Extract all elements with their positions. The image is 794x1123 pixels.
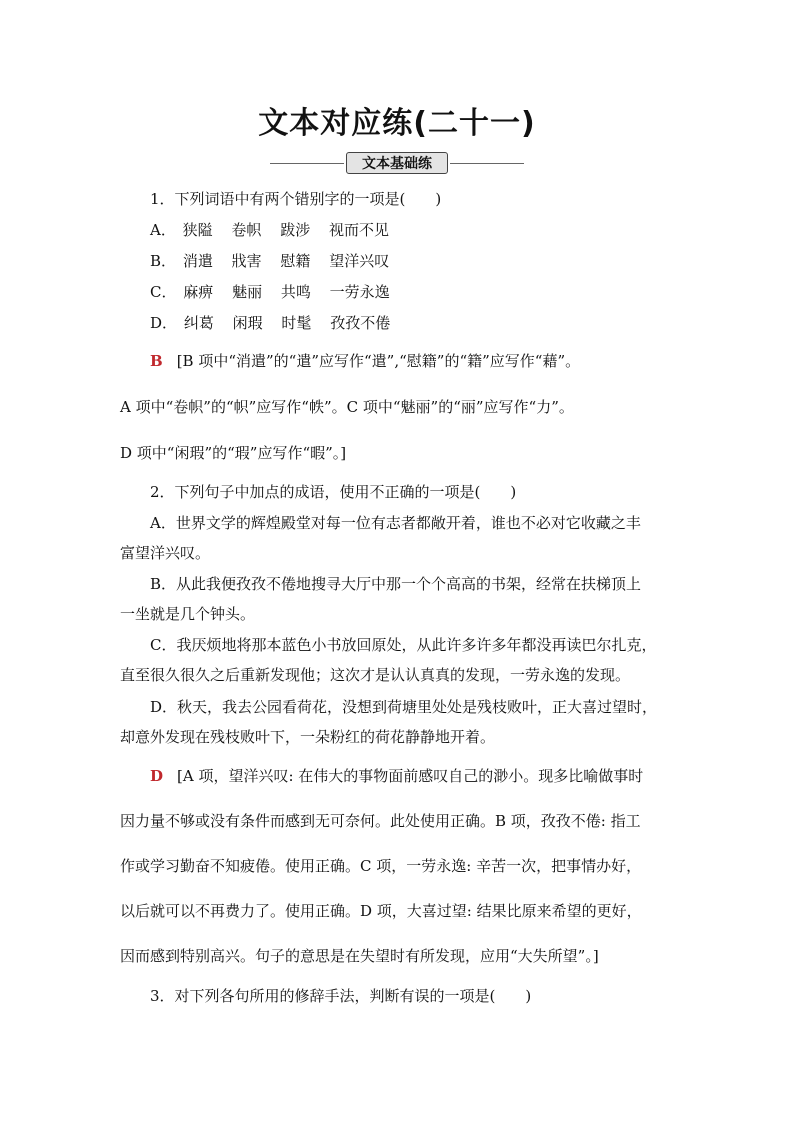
q3-stem: 3．对下列各句所用的修辞手法，判断有误的一项是( ): [150, 987, 532, 1005]
divider-left: [270, 163, 344, 164]
divider-right: [450, 163, 524, 164]
option-word: 跋涉: [280, 221, 311, 239]
q2-explanation-line: 作或学习勤奋不知疲倦。使用正确。C 项，一劳永逸: 辛苦一次，把事情办好，: [120, 857, 642, 875]
option-label: C．: [150, 283, 177, 301]
q1-answer: B: [150, 352, 163, 370]
q1-option-b: [150, 250, 710, 271]
section-label: 文本基础练: [346, 152, 448, 174]
option-word: 孜孜不倦: [330, 314, 391, 332]
option-word: 视而不见: [329, 221, 390, 239]
q1-explanation-line: [150, 350, 710, 371]
option-word: 戕害: [231, 252, 262, 270]
q2-option-b-cont: 一坐就是几个钟头。: [120, 605, 256, 623]
q2-explanation-line: 以后就可以不再费力了。使用正确。D 项，大喜过望: 结果比原来希望的更好，: [120, 902, 642, 920]
q2-stem: 2．下列句子中加点的成语，使用不正确的一项是( ): [150, 483, 517, 501]
page-title: 文本对应练(二十一): [258, 106, 536, 141]
q2-option-c: C．我厌烦地将那本蓝色小书放回原处，从此许多许多年都没再读巴尔扎克，: [150, 636, 657, 654]
explanation-text: [A 项，望洋兴叹: 在伟大的事物面前感叹自己的渺小。现多比喻做事时: [177, 767, 644, 785]
option-word: 慰籍: [280, 252, 311, 270]
q2-answer: D: [150, 767, 164, 785]
option-label: B．: [150, 252, 177, 270]
q1-option-c: [150, 281, 710, 302]
q2-explanation-line: [150, 765, 710, 786]
q2-explanation-line: 因而感到特别高兴。句子的意思是在失望时有所发现，应用“大失所望”。]: [120, 947, 599, 965]
q2-explanation-line: 因力量不够或没有条件而感到无可奈何。此处使用正确。B 项，孜孜不倦: 指工: [120, 812, 641, 830]
q1-explanation-line: D 项中“闲瑕”的“瑕”应写作“暇”。]: [120, 444, 347, 462]
option-word: 望洋兴叹: [329, 252, 390, 270]
option-word: 一劳永逸: [329, 283, 390, 301]
q2-option-a-cont: 富望洋兴叹。: [120, 544, 211, 562]
option-word: 麻痹: [183, 283, 214, 301]
q1-option-a: [150, 219, 710, 240]
q2-option-d: D．秋天，我去公园看荷花，没想到荷塘里处处是残枝败叶，正大喜过望时，: [150, 698, 658, 716]
option-label: D．: [150, 314, 178, 332]
option-word: 共鸣: [280, 283, 311, 301]
q2-option-b: B．从此我便孜孜不倦地搜寻大厅中那一个个高高的书架，经常在扶梯顶上: [150, 575, 642, 593]
q2-option-a: A．世界文学的辉煌殿堂对每一位有志者都敞开着，谁也不必对它收藏之丰: [150, 514, 641, 532]
q1-explanation-line: A 项中“卷帜”的“帜”应写作“帙”。C 项中“魅丽”的“丽”应写作“力”。: [120, 398, 574, 416]
explanation-text: [B 项中“消遣”的“遣”应写作“遣”,“慰籍”的“籍”应写作“藉”。: [176, 352, 581, 370]
section-header: [270, 152, 524, 176]
q2-option-c-cont: 直至很久很久之后重新发现他；这次才是认认真真的发现，一劳永逸的发现。: [120, 666, 631, 684]
q2-option-d-cont: 却意外发现在残枝败叶下，一朵粉红的荷花静静地开着。: [120, 728, 496, 746]
q1-stem: 1．下列词语中有两个错别字的一项是( ): [150, 190, 442, 208]
option-word: 狭隘: [182, 221, 213, 239]
option-word: 纠葛: [183, 314, 214, 332]
q1-option-d: [150, 312, 710, 333]
option-word: 消遣: [182, 252, 213, 270]
option-word: 魅丽: [232, 283, 263, 301]
option-word: 卷帜: [231, 221, 262, 239]
option-word: 时髦: [281, 314, 312, 332]
option-word: 闲瑕: [232, 314, 263, 332]
option-label: A．: [150, 221, 176, 239]
